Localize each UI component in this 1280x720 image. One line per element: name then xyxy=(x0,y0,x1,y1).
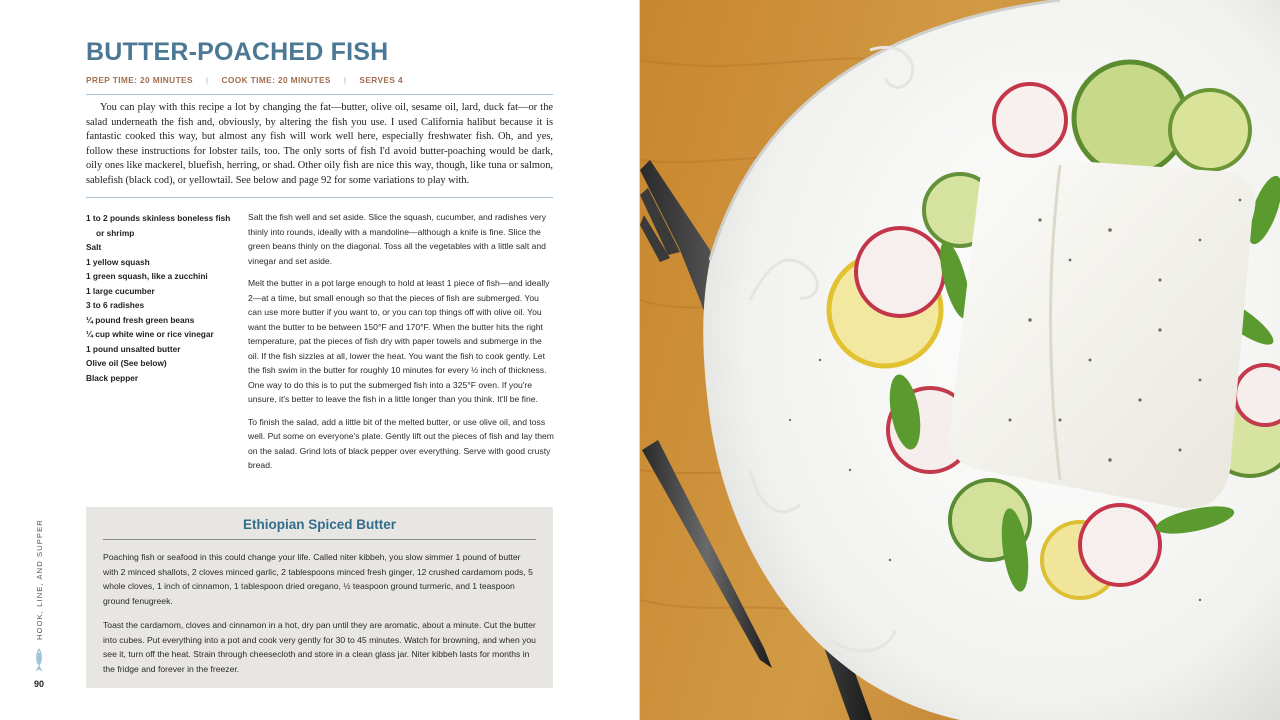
ingredient-item: Olive oil (See below) xyxy=(86,358,167,368)
ingredient-item: ¼ pound fresh green beans xyxy=(86,314,195,325)
divider xyxy=(86,94,553,95)
running-section-title: HOOK, LINE, AND SUPPER xyxy=(35,519,44,640)
plated-fish-photo xyxy=(640,0,1280,720)
recipe-title: BUTTER-POACHED FISH xyxy=(86,38,389,66)
fish-fillet xyxy=(949,157,1256,509)
ingredient-item: 1 large cucumber xyxy=(86,285,155,296)
ingredient-item: 1 pound unsalted butter xyxy=(86,343,181,354)
intro-paragraph: You can play with this recipe a lot by changing the fat—butter, olive oil, sesame oil, lard, duck fat—or the salad underneath the fish and, obviously, by altering the fish you use. I used California halibut because it is fantastic cooked this way, but almost any fish will work well here, especially freshwater fish. Oh, and yes, follow these instructions for lobster tails, too. The only sorts of fish I'd avoid butter-poaching would be dark, oily ones like mackerel, bluefish, herring, or shad. Other oily fish are nice this way, though, like tuna or salmon, sablefish (black cod), or yellowtail. See below and page 92 for some variations to play with. xyxy=(86,102,553,186)
sidebar-paragraph: Toast the cardamom, cloves and cinnamon in a hot, dry pan until they are aromatic, about a minute. Cut the butter into cubes. Put everything into a pot and cook very gently for 30 to 45 minutes. Watch for browning, and when you see it, turn off the heat. Strain through cheesecloth and store in a clean glass jar. Niter kibbeh lasts for months in the fridge and forever in the freezer. xyxy=(103,620,536,674)
prep-time: PREP TIME: 20 MINUTES xyxy=(86,75,193,85)
ingredient-item: ¼ cup white wine or rice vinegar xyxy=(86,329,214,339)
method-step: Melt the butter in a pot large enough to hold at least 1 piece of fish—and ideally 2—at a time, but small enough so that the pieces of fish are submerged. You can use more butter if you want to, or you can top things off with olive oil. You want the butter to be between 150°F and 170°F. When the butter hits the right temperature, pat the pieces of fish dry with paper towels and submerge in the oil. If the fish sizzles at all, lower the heat. You want the fish to cook gently. Let the fish swim in the butter for roughly 10 minutes for every ½ inch of thickness. One way to do this is to put the submerged fish into a 325°F oven. If you're unsure, it's better to leave the fish in a little longer than you think. It'll be fine. xyxy=(248,278,550,404)
cook-time: COOK TIME: 20 MINUTES xyxy=(221,75,331,85)
meta-separator: | xyxy=(343,75,347,85)
method-step: Salt the fish well and set aside. Slice the squash, cucumber, and radishes very thinly into rounds, ideally with a mandoline—although a knife is fine. Slice the green beans thinly on the diagonal. Toss all the vegetables with a little salt and vinegar and set aside. xyxy=(248,212,547,266)
photo-illustration xyxy=(640,0,1280,720)
sidebar-box xyxy=(86,507,553,688)
ingredient-item: 1 green squash, like a zucchini xyxy=(86,271,208,281)
ingredient-item: 3 to 6 radishes xyxy=(86,300,145,310)
ingredient-item: 1 to 2 pounds skinless boneless fish or shrimp xyxy=(86,213,231,238)
ingredient-item: Salt xyxy=(86,242,102,252)
page-number: 90 xyxy=(34,679,45,689)
ingredient-item: Black pepper xyxy=(86,372,139,383)
ingredient-item: 1 yellow squash xyxy=(86,256,150,267)
method-step: To finish the salad, add a little bit of the melted butter, or use olive oil, and toss well. Put some on everyone's plate. Gently lift out the pieces of fish and lay them on the salad. Grind lots of black pepper over everything. Serve with good crusty bread. xyxy=(248,416,554,470)
fish-icon xyxy=(33,647,45,673)
recipe-meta xyxy=(86,75,403,85)
sidebar-title: Ethiopian Spiced Butter xyxy=(103,517,536,540)
ingredient-list xyxy=(86,211,236,385)
serves: SERVES 4 xyxy=(359,75,404,85)
meta-separator: | xyxy=(205,75,209,85)
sidebar-paragraph: Poaching fish or seafood in this could change your life. Called niter kibbeh, you slow simmer 1 pound of butter with 2 minced shallots, 2 cloves minced garlic, 2 tablespoons minced fresh ginger, 12 crushed cardamom pods, 5 whole cloves, 1 inch of cinnamon, 1 tablespoon dried oregano, ½ teaspoon ground turmeric, and 1 teaspoon ground fenugreek. xyxy=(103,552,533,606)
divider xyxy=(86,197,553,198)
method xyxy=(248,210,554,481)
